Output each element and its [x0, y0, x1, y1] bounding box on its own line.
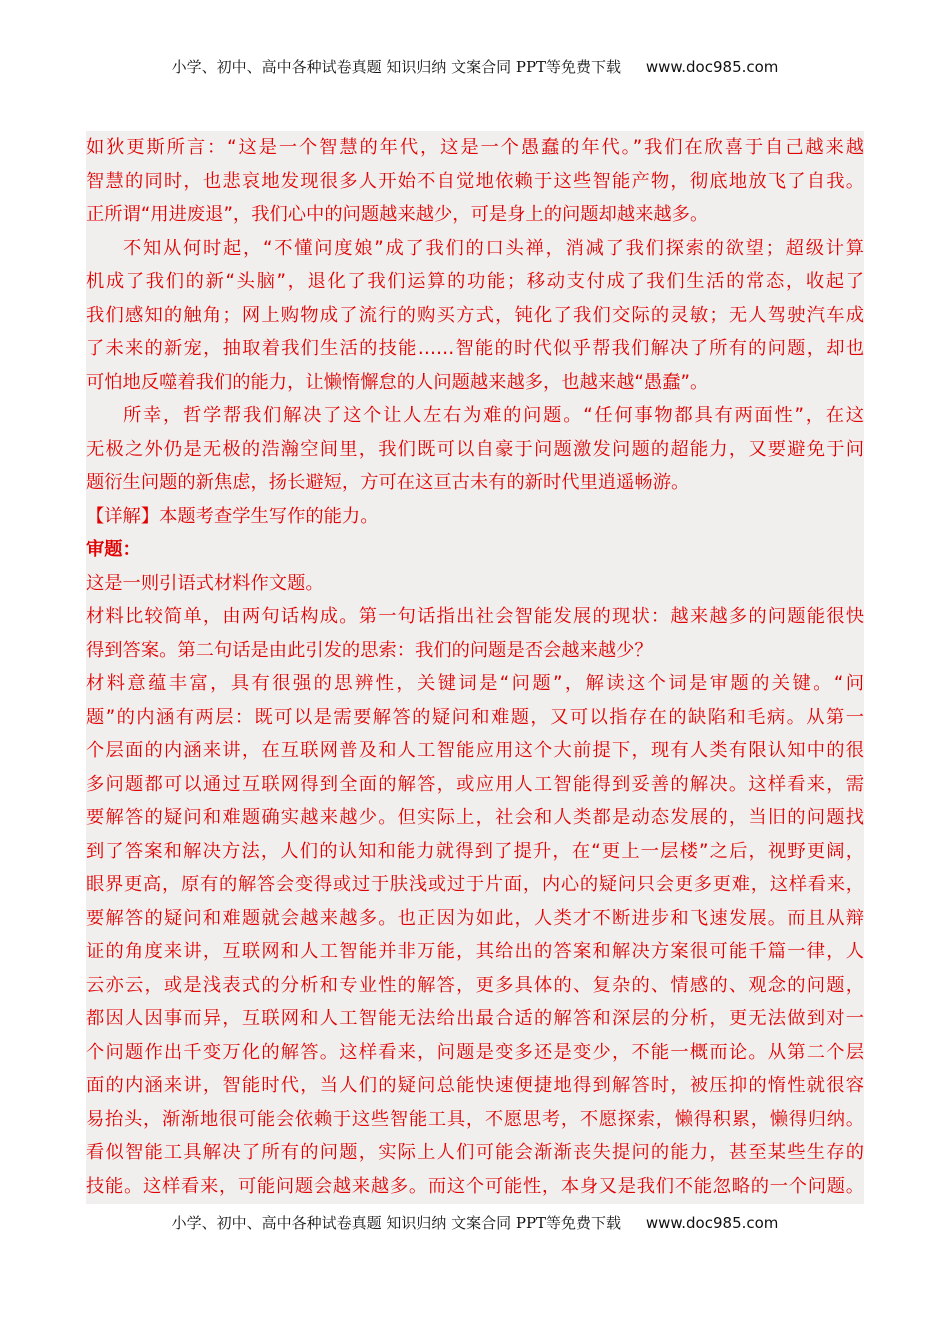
footer-text: 小学、初中、高中各种试卷真题 知识归纳 文案合同 PPT等免费下载: [171, 1214, 622, 1232]
footer-site-url[interactable]: www.doc985.com: [645, 1214, 779, 1232]
essay-p3-line: 无极之外仍是无极的浩瀚空间里，我们既可以自豪于问题激发问题的超能力，又要避免于问: [86, 438, 864, 460]
essay-p3-line: 所幸，哲学帮我们解决了这个让人左右为难的问题。“任何事物都具有两面性”，在这: [123, 405, 864, 426]
shenti-l2-line: 材料比较简单，由两句话构成。第一句话指出社会智能发展的现状：越来越多的问题能很快: [86, 606, 864, 627]
header-text: 小学、初中、高中各种试卷真题 知识归纳 文案合同 PPT等免费下载: [171, 58, 622, 76]
essay-p1-line: 如狄更斯所言：“这是一个智慧的年代，这是一个愚蠢的年代。”我们在欣喜于自己越来越: [86, 137, 864, 158]
shenti-l3-line: 技能。这样看来，可能问题会越来越多。而这个可能性，本身又是我们不能忽略的一个问题。: [86, 1175, 864, 1197]
shenti-l3-line: 个层面的内涵来讲，在互联网普及和人工智能应用这个大前提下，现有人类有限认知中的很: [86, 740, 864, 761]
shenti-l3-line: 易抬头，渐渐地很可能会依赖于这些智能工具，不愿思考，不愿探索，懒得积累，懒得归纳。: [86, 1108, 864, 1130]
shenti-l3-line: 看似智能工具解决了所有的问题，实际上人们可能会渐渐丧失提问的能力，甚至某些生存的: [86, 1142, 864, 1163]
shenti-l3-line: 云亦云，或是浅表式的分析和专业性的解答，更多具体的、复杂的、情感的、观念的问题，: [86, 974, 864, 996]
shenti-l3-line: 题”的内涵有两层：既可以是需要解答的疑问和难题，又可以指存在的缺陷和毛病。从第一: [86, 706, 864, 728]
shenti-l2-line: 得到答案。第二句话是由此引发的思索：我们的问题是否会越来越少？: [86, 639, 653, 661]
document-body: [86, 131, 864, 1204]
shenti-l3-line: 要解答的疑问和难题确实越来越少。但实际上，社会和人类都是动态发展的，当旧的问题找: [86, 807, 864, 828]
shenti-l3-line: 多问题都可以通过互联网得到全面的解答，或应用人工智能得到妥善的解决。这样看来，需: [86, 773, 864, 795]
shenti-l3-line: 都因人因事而异，互联网和人工智能无法给出最合适的解答和深层的分析，更无法做到对一: [86, 1008, 864, 1029]
essay-p3-line: 题衍生问题的新焦虑，扬长避短，方可在这亘古未有的新时代里逍遥畅游。: [86, 472, 690, 493]
detail-text: 本题考查学生写作的能力。: [159, 505, 379, 527]
shenti-l3-line: 个问题作出千变万化的解答。这样看来，问题是变多还是变少，不能一概而论。从第二个层: [86, 1041, 864, 1063]
shenti-l3-line: 面的内涵来讲，智能时代，当人们的疑问总能快速便捷地得到解答时，被压抑的惰性就很容: [86, 1075, 864, 1096]
shenti-l3-line: 要解答的疑问和难题就会越来越多。也正因为如此，人类才不断进步和飞速发展。而且从辩: [86, 907, 864, 929]
shenti-line-1: 这是一则引语式材料作文题。: [86, 572, 324, 594]
page-header: [0, 56, 950, 77]
shenti-l3-line: [86, 1203, 864, 1204]
page-footer: [0, 1212, 950, 1233]
essay-p1-line: 正所谓“用进废退”，我们心中的问题越来越少，可是身上的问题却越来越多。: [86, 204, 709, 225]
shenti-l3-line: 材料意蕴丰富，具有很强的思辨性，关键词是“问题”，解读这个词是审题的关键。“问: [86, 673, 864, 694]
essay-p2-line: 机成了我们的新“头脑”，退化了我们运算的功能；移动支付成了我们生活的常态，收起了: [86, 271, 864, 292]
header-site-url[interactable]: www.doc985.com: [645, 58, 779, 76]
detail-line: [86, 500, 864, 534]
detail-tag: 【详解】: [86, 505, 160, 527]
shenti-l3-line: 证的角度来讲，互联网和人工智能并非万能，其给出的答案和解决方案很可能千篇一律，人: [86, 941, 864, 962]
shenti-l3-line: 到了答案和解决方法，人们的认知和能力就得到了提升，在“更上一层楼”之后，视野更阔，: [86, 840, 864, 862]
essay-p2-line: 可怕地反噬着我们的能力，让懒惰懈怠的人问题越来越多，也越来越“愚蠢”。: [86, 371, 709, 393]
shenti-l3-line: 眼界更高，原有的解答会变得或过于肤浅或过于片面，内心的疑问只会更多更难，这样看来，: [86, 874, 864, 895]
shenti-heading: 审题：: [86, 539, 141, 560]
essay-p2-line: 了未来的新宠，抽取着我们生活的技能……智能的时代似乎帮我们解决了所有的问题，却也: [86, 338, 864, 359]
essay-p2-line: 不知从何时起，“不懂问度娘”成了我们的口头禅，消减了我们探索的欲望；超级计算: [123, 237, 864, 259]
essay-p1-line: 智慧的同时，也悲哀地发现很多人开始不自觉地依赖于这些智能产物，彻底地放飞了自我。: [86, 170, 864, 192]
essay-p2-line: 我们感知的触角；网上购物成了流行的购买方式，钝化了我们交际的灵敏；无人驾驶汽车成: [86, 304, 864, 326]
